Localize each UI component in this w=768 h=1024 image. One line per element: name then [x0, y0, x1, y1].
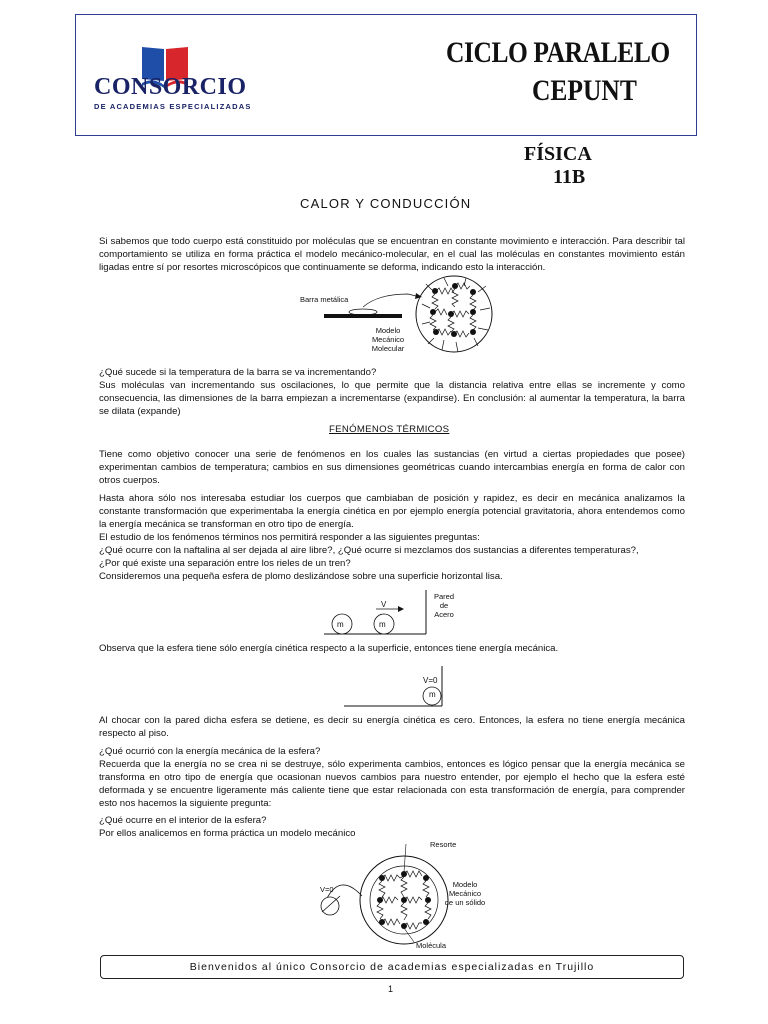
mechanics-text: Hasta ahora sólo nos interesaba estudiar los cuerpos que cambiaban de posición y rapidez, es decir en mecánica analizamos la constante transformación que experimentaba la energía cinética en por ejemplo energía potencial gravitatoria, ahora entendemos como la energía mecánica se transforman en otro tipo de energía. — [99, 493, 685, 530]
answer-2-text: Recuerda que la energía no se crea ni se destruye, sólo experimenta cambios, entonces es lógico pensar que la energía mecánica se transforma en otro tipo de energía que ocasionan nuevos cambios para nuestro entender, por ejemplo el hecho que la esfera esté deformada y se encuentre ligeramente más caliente tiene que estar relacionada con esta transformación de energía, para comprender esto nos hacemos la siguiente pregunta: — [99, 759, 685, 809]
course-subtitle: CEPUNT — [532, 74, 637, 107]
mass-label-1: m — [337, 620, 344, 629]
velocity-zero-label: V=0 — [423, 676, 438, 685]
question-2 — [99, 745, 685, 810]
mechanics-paragraph — [99, 492, 685, 583]
spring-label: Resorte — [430, 840, 457, 849]
bar-label: Barra metálica — [300, 295, 349, 304]
collision-paragraph: Al chocar con la pared dicha esfera se detiene, es decir su energía cinética es cero. Entonces, la esfera no tiene energía mecánica respecto al piso. — [99, 715, 685, 739]
answer-3-text: Por ellos analicemos en forma práctica un modelo mecánico — [99, 828, 356, 839]
page-heading: CALOR Y CONDUCCIÓN — [300, 196, 472, 211]
velocity-zero-label-2: V=0 — [320, 885, 334, 894]
course-title: CICLO PARALELO — [446, 36, 670, 69]
stopped-sphere-figure — [342, 664, 452, 710]
answer-1-text: Sus moléculas van incrementando sus oscilaciones, lo que permite que la distancia relativa entre ellas se incremente y como consecuencia, las dimensiones de la barra empiezan a incrementarse (expandirse). En conclusión: al aumentar la temperatura, la barra se dilata (expande) — [99, 380, 685, 417]
question-2-text: ¿Qué ocurrió con la energía mecánica de la esfera? — [99, 746, 321, 757]
solid-model-figure — [318, 842, 458, 952]
intro-paragraph: Si sabemos que todo cuerpo está constituido por moléculas que se encuentran en constante movimiento e interacción. Para describir tal comportamiento se utiliza en forma práctica el modelo mecánico-molecular, en el cual las moléculas en constantes movimiento están ligadas entre sí por resortes microscópicos que continuamente se deforma, indicando esto la interacción. — [99, 236, 685, 273]
wall-label: Pared de Acero — [433, 592, 454, 619]
velocity-label: V — [381, 600, 387, 609]
kinetic-energy-paragraph: Observa que la esfera tiene sólo energía cinética respecto a la superficie, entonces tiene energía mecánica. — [99, 643, 559, 654]
mass-label-2: m — [379, 620, 386, 629]
thermal-phenomena-heading: FENÓMENOS TÉRMICOS — [329, 424, 450, 435]
question-1-text: ¿Qué sucede si la temperatura de la barra se va incrementando? — [99, 367, 377, 378]
logo-tagline: DE ACADEMIAS ESPECIALIZADAS — [94, 102, 252, 111]
mechanics-line-1: El estudio de los fenómenos términos nos permitirá responder a las siguientes preguntas: — [99, 532, 480, 543]
logo-name: CONSORCIO — [94, 74, 247, 100]
page-number: 1 — [388, 984, 394, 994]
subject-name: FÍSICA — [524, 143, 592, 165]
bar-molecular-figure — [318, 274, 518, 354]
question-3 — [99, 814, 685, 840]
molecular-model-label: Modelo Mecánico Molecular — [371, 326, 405, 353]
question-1 — [99, 366, 685, 418]
mechanics-line-4: Consideremos una pequeña esfera de plomo deslizándose sobre una superficie horizontal lisa. — [99, 571, 503, 582]
subject-code: 11B — [553, 166, 586, 188]
footer-banner: Bienvenidos al único Consorcio de academias especializadas en Trujillo — [100, 955, 684, 979]
question-3-text: ¿Qué ocurre en el interior de la esfera? — [99, 815, 267, 826]
solid-model-label: Modelo Mecánico de un sólido — [444, 880, 486, 907]
mechanics-line-3: ¿Por qué existe una separación entre los rieles de un tren? — [99, 558, 351, 569]
mass-label-3: m — [429, 690, 436, 699]
molecule-label: Molécula — [416, 941, 447, 950]
thermal-objective-paragraph: Tiene como objetivo conocer una serie de fenómenos en los cuales las sustancias (en virtud a ciertas propiedades que posee) experimentan cambios de temperatura; cambios en sus dimensiones geométricas cuando intercambias energía en forma de calor con otros cuerpos. — [99, 449, 685, 486]
mechanics-line-2: ¿Qué ocurre con la naftalina al ser dejada al aire libre?, ¿Qué ocurre si mezclamos dos sustancias a diferentes temperaturas?, — [99, 545, 639, 556]
